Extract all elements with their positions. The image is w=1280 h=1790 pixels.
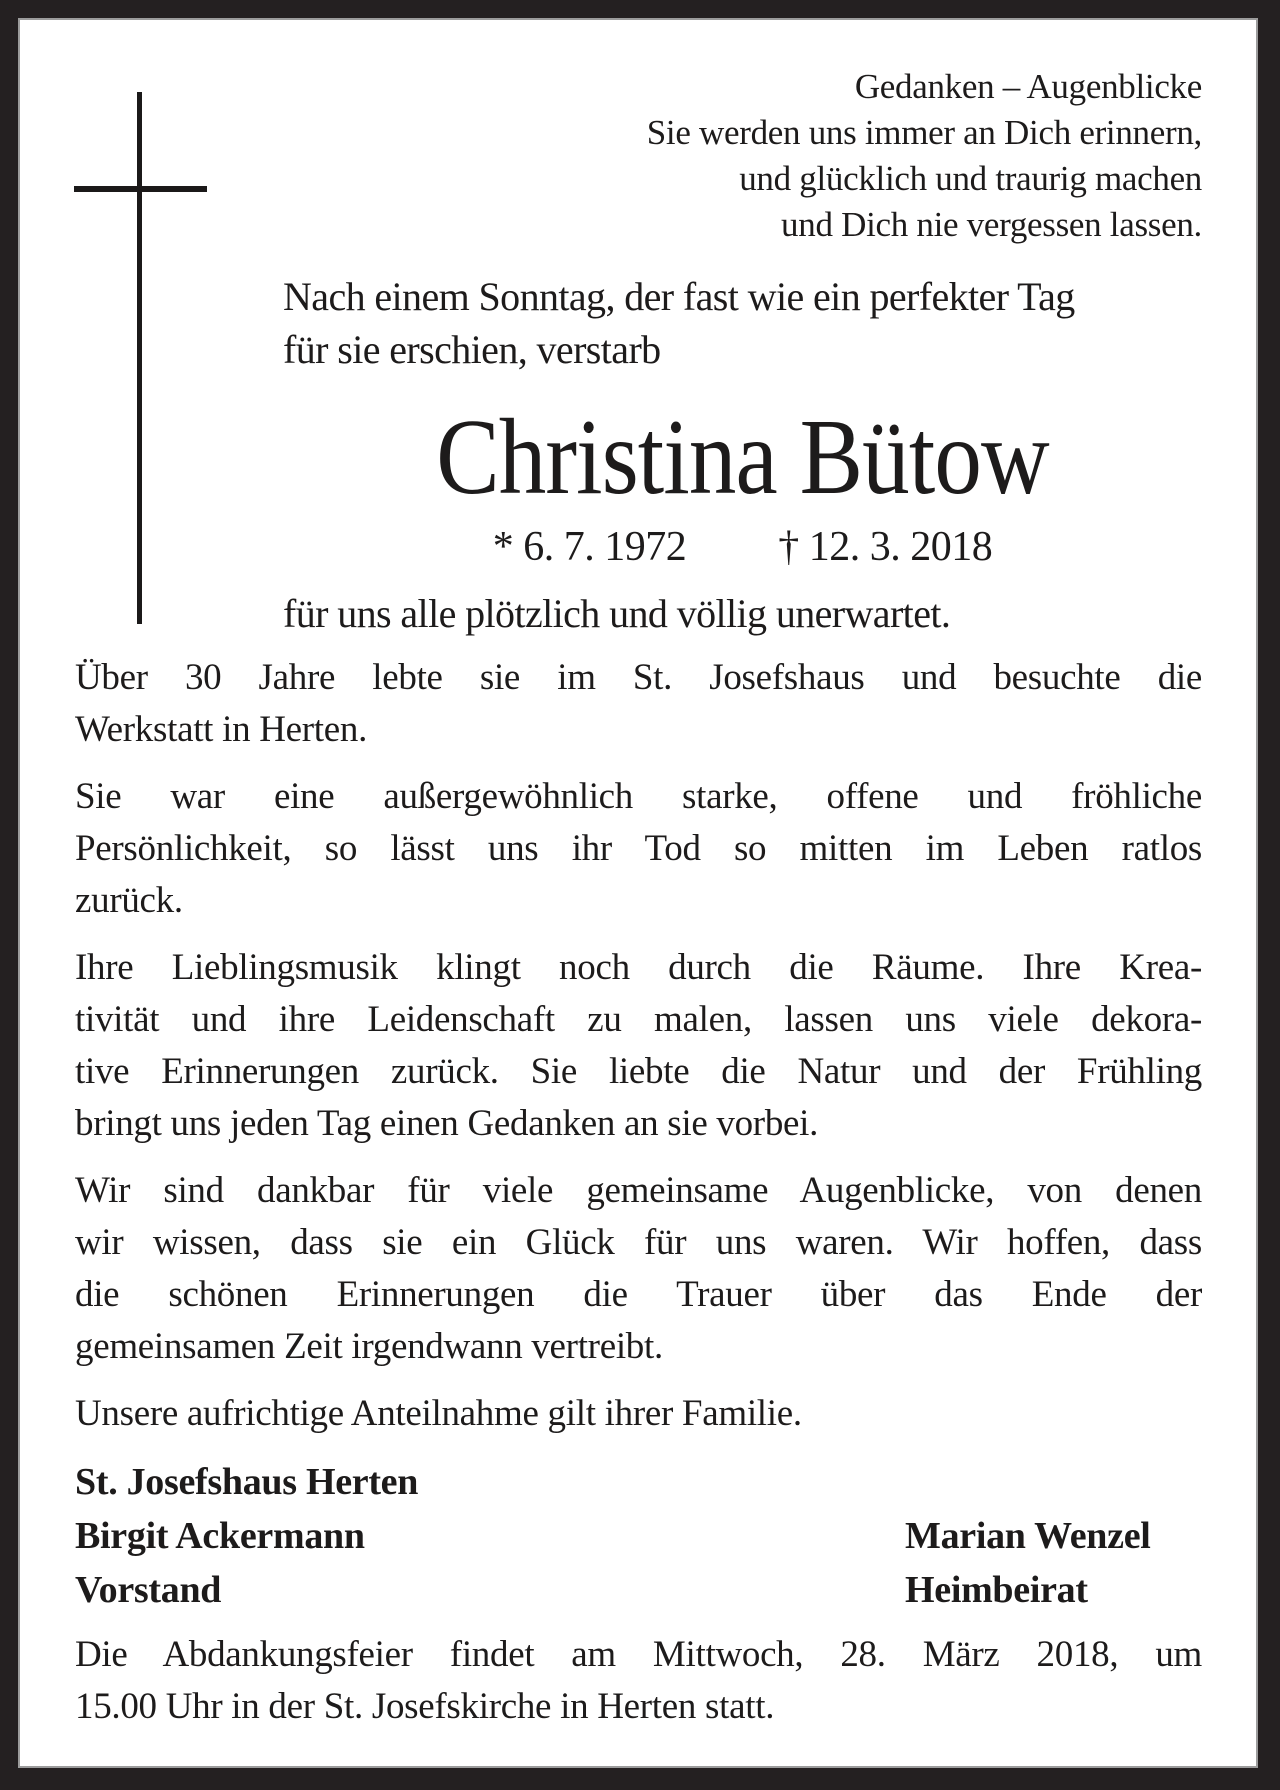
body-line: Sie war eine außergewöhnlich starke, offene und fröhliche (75, 776, 1202, 817)
epigraph-line: und Dich nie vergessen lassen. (781, 205, 1202, 244)
signature-right-name: Marian Wenzel (905, 1515, 1151, 1557)
signature-names-row (75, 1509, 1202, 1563)
birth-date: * 6. 7. 1972 (492, 524, 687, 570)
paragraph (75, 1165, 1202, 1373)
signature-left-name: Birgit Ackermann (75, 1515, 365, 1557)
signature-organization: St. Josefshaus Herten (75, 1461, 419, 1503)
body-line: zurück. (75, 880, 183, 921)
funeral-info (75, 1629, 1202, 1733)
life-dates (283, 524, 1202, 570)
body-line: die schönen Erinnerungen die Trauer über das Ende der (75, 1274, 1202, 1315)
subline-text: für uns alle plötzlich und völlig unerwartet. (283, 591, 951, 636)
epigraph-line: Sie werden uns immer an Dich erinnern, (646, 113, 1202, 152)
body-line: Ihre Lieblingsmusik klingt noch durch die Räume. Ihre Krea- (75, 947, 1202, 988)
funeral-line: 15.00 Uhr in der St. Josefskirche in Herten statt. (75, 1686, 775, 1727)
intro-text (283, 270, 1075, 376)
body-line: tivität und ihre Leidenschaft zu malen, lassen uns viele dekora- (75, 999, 1202, 1040)
body-line: wir wissen, dass sie ein Glück für uns waren. Wir hoffen, dass (75, 1222, 1202, 1263)
paragraph (75, 942, 1202, 1150)
intro-line: für sie erschien, verstarb (283, 327, 661, 372)
body-line: Über 30 Jahre lebte sie im St. Josefshaus und besuchte die (75, 657, 1202, 698)
epigraph-line: und glücklich und traurig machen (739, 159, 1202, 198)
epigraph-line: Gedanken – Augenblicke (854, 67, 1202, 106)
obituary-body (75, 652, 1202, 1733)
body-line: Wir sind dankbar für viele gemeinsame Augenblicke, von denen (75, 1170, 1202, 1211)
epigraph-verse (647, 64, 1202, 248)
paragraph (75, 652, 1202, 756)
body-line: bringt uns jeden Tag einen Gedanken an sie vorbei. (75, 1103, 819, 1144)
deceased-name: Christina Bütow (436, 398, 1049, 517)
body-line: Werkstatt in Herten. (75, 709, 368, 750)
death-date: † 12. 3. 2018 (778, 524, 993, 570)
signature-right-role: Heimbeirat (905, 1569, 1088, 1611)
condolence-line: Unsere aufrichtige Anteilnahme gilt ihrer Familie. (75, 1393, 802, 1434)
funeral-line: Die Abdankungsfeier findet am Mittwoch, 28. März 2018, um (75, 1634, 1202, 1675)
paragraph (75, 771, 1202, 927)
signature-left-role: Vorstand (75, 1569, 222, 1611)
cross-horizontal-bar (74, 186, 207, 192)
body-line: tive Erinnerungen zurück. Sie liebte die Natur und der Frühling (75, 1051, 1202, 1092)
body-line: Persönlichkeit, so lässt uns ihr Tod so mitten im Leben ratlos (75, 828, 1202, 869)
signature-block (75, 1455, 1202, 1617)
signature-roles-row (75, 1563, 1202, 1617)
cross-vertical-bar (137, 92, 142, 624)
intro-line: Nach einem Sonntag, der fast wie ein perfekter Tag (283, 274, 1075, 319)
body-line: gemeinsamen Zeit irgendwann vertreibt. (75, 1326, 663, 1367)
